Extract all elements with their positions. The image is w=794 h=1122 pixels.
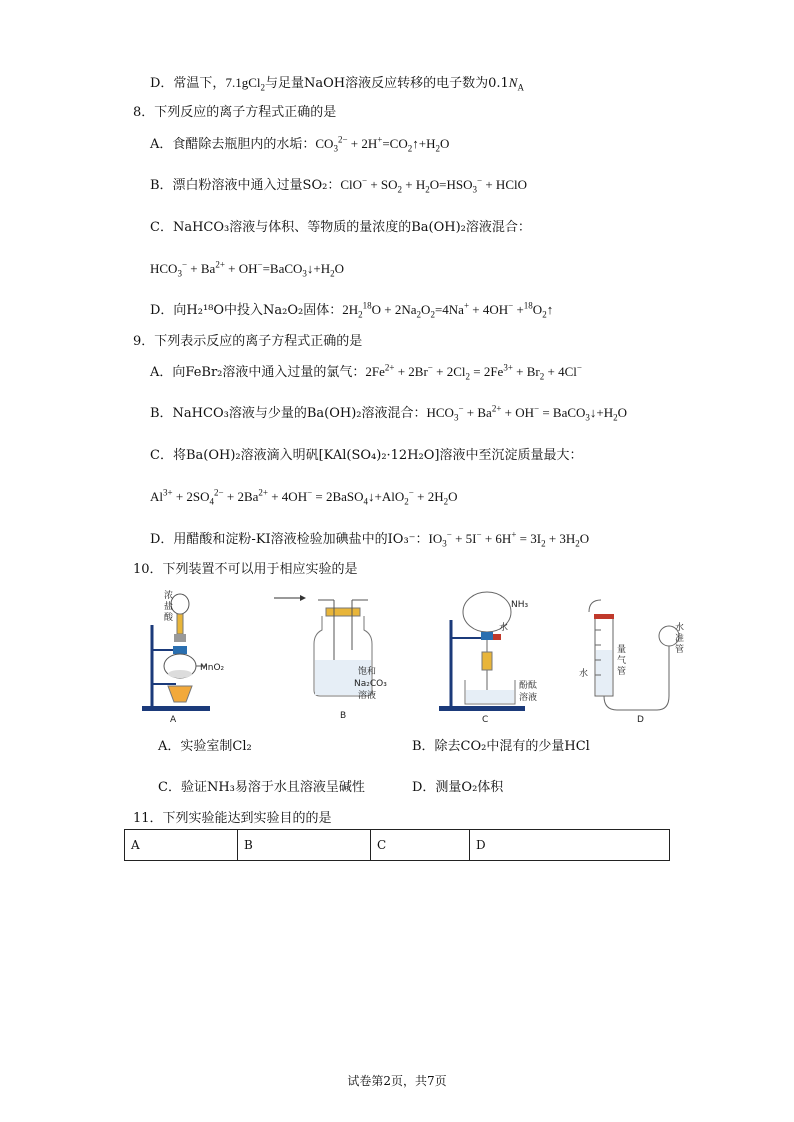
figure-d-level-3: 管 — [675, 645, 685, 655]
q9-option-d — [150, 530, 589, 549]
q11-table — [124, 829, 670, 861]
q10-stem: 10．下列装置不可以用于相应实验的是 — [133, 562, 358, 577]
q8-b-label: B．漂白粉溶液中通入过量SO₂： — [150, 178, 341, 193]
q8-option-a — [150, 135, 449, 154]
q10-option-c: C．验证NH₃易溶于水且溶液呈碱性 — [158, 780, 365, 795]
q8-d-label: D．向H₂¹⁸O中投入Na₂O₂固体： — [150, 303, 343, 318]
q7-d-na: N — [508, 75, 518, 90]
page-footer: 试卷第2页，共7页 — [347, 1074, 447, 1088]
figure-c-drawing — [437, 590, 557, 725]
figure-c-ind-2: 溶液 — [519, 693, 538, 703]
q9-c-equation: $Al^{3+} + 2SO_4^{2-} + 2Ba^{2+} + 4OH^-$ = 2BaSO$_4$↓+AlO$_2$− + $2H_2O$ — [150, 487, 458, 507]
q11-col-d: D — [470, 830, 670, 861]
figure-a-acid-2: 盐 — [164, 602, 174, 612]
figure-d — [565, 590, 685, 725]
figure-a-acid-3: 酸 — [164, 613, 174, 623]
q9-stem: 9．下列表示反应的离子方程式正确的是 — [133, 334, 363, 349]
q9-d-label: D．用醋酸和淀粉-KI溶液检验加碘盐中的IO₃⁻： — [150, 532, 429, 547]
q7-d-sub: 2 — [260, 82, 265, 93]
q9-b-label: B．NaHCO₃溶液与少量的Ba(OH)₂溶液混合： — [150, 406, 427, 421]
q8-c-equation: $HCO_3^- + Ba^{2+}$ + $OH^-=BaCO_3↓+H_2O$ — [150, 259, 345, 279]
q7-d-pre: D．常温下， — [150, 76, 226, 91]
q7-option-d — [150, 74, 524, 93]
figure-d-tube-2: 气 — [617, 656, 627, 666]
q8-option-c: C．NaHCO₃溶液与体积、等物质的量浓度的Ba(OH)₂溶液混合： — [150, 220, 531, 235]
q9-a-label: A．向FeBr₂溶液中通入过量的氯气： — [150, 365, 366, 380]
q7-d-na-sub: A — [517, 82, 524, 93]
figure-a — [140, 590, 250, 725]
figure-d-tube-3: 管 — [617, 667, 627, 677]
figure-c — [437, 590, 557, 725]
figure-d-letter: D — [637, 715, 644, 725]
figure-d-water: 水 — [579, 669, 589, 679]
figure-c-water: 水 — [499, 623, 509, 633]
figure-a-acid-1: 浓 — [164, 591, 174, 601]
figure-b-drawing — [274, 590, 404, 725]
figure-b — [274, 590, 404, 725]
figure-d-drawing — [565, 590, 685, 725]
figure-a-solid: MnO₂ — [200, 663, 225, 673]
table-row — [125, 830, 670, 861]
q9-option-a — [150, 363, 582, 382]
figure-c-letter: C — [482, 715, 489, 725]
q8-a-label: A．食醋除去瓶胆内的水垢： — [150, 137, 316, 152]
q8-stem: 8．下列反应的离子方程式正确的是 — [133, 105, 337, 120]
q9-option-b — [150, 404, 627, 423]
q11-col-a: A — [125, 830, 238, 861]
q7-d-mass: 7.1gCl — [225, 75, 261, 90]
q10-option-a: A．实验室制Cl₂ — [158, 739, 252, 754]
q11-col-b: B — [238, 830, 371, 861]
q8-a-equation: $CO_3^{2-}$ + $2H^+=CO_2↑+H_2O$ — [315, 134, 450, 154]
figure-c-ind-1: 酚酞 — [519, 681, 538, 691]
figure-a-letter: A — [170, 715, 177, 725]
q7-d-text: 与足量NaOH溶液反应转移的电子数为0.1 — [264, 76, 509, 91]
q11-col-c: C — [371, 830, 470, 861]
q8-b-equation: $ClO^- + SO_2 + H_2O=HSO_3^-$ + HClO — [340, 175, 527, 195]
apparatus-figures — [140, 590, 685, 725]
q11-stem: 11．下列实验能达到实验目的的是 — [133, 811, 332, 826]
q10-option-d: D．测量O₂体积 — [412, 780, 504, 795]
figure-b-sol-3: 溶液 — [358, 691, 377, 701]
figure-d-level-1: 水 — [675, 623, 685, 633]
q10-option-b: B．除去CO₂中混有的少量HCl — [412, 739, 590, 754]
q8-d-equation: $2H_2^{18}O + 2Na_2O_2=4Na^+ + 4OH^-$ $+^{18}O_2↑$ — [342, 300, 554, 320]
q9-option-c: C．将Ba(OH)₂溶液滴入明矾[KAl(SO₄)₂·12H₂O]溶液中至沉淀质量最大： — [150, 448, 583, 463]
figure-d-level-2: 准 — [675, 634, 685, 644]
q8-option-b — [150, 176, 527, 195]
figure-d-tube-1: 量 — [617, 645, 627, 655]
q9-d-equation: $IO_3^- + 5I^- + 6H^+ = 3I_2 + 3H_2O$ — [428, 529, 590, 549]
figure-b-letter: B — [340, 711, 347, 721]
figure-b-sol-1: 饱和 — [358, 667, 377, 677]
q8-option-d — [150, 301, 553, 320]
figure-a-drawing — [140, 590, 250, 725]
figure-b-sol-2: Na₂CO₃ — [354, 679, 387, 689]
figure-c-gas: NH₃ — [511, 600, 529, 610]
q9-a-equation: $2Fe^{2+} + 2Br^- + 2Cl_2 = 2Fe^{3+} + Br_2 + 4Cl^-$ — [365, 362, 582, 382]
q9-b-equation: $HCO_3^- + Ba^{2+} + OH^-$ = $BaCO_3↓+H_2O$ — [426, 403, 628, 423]
